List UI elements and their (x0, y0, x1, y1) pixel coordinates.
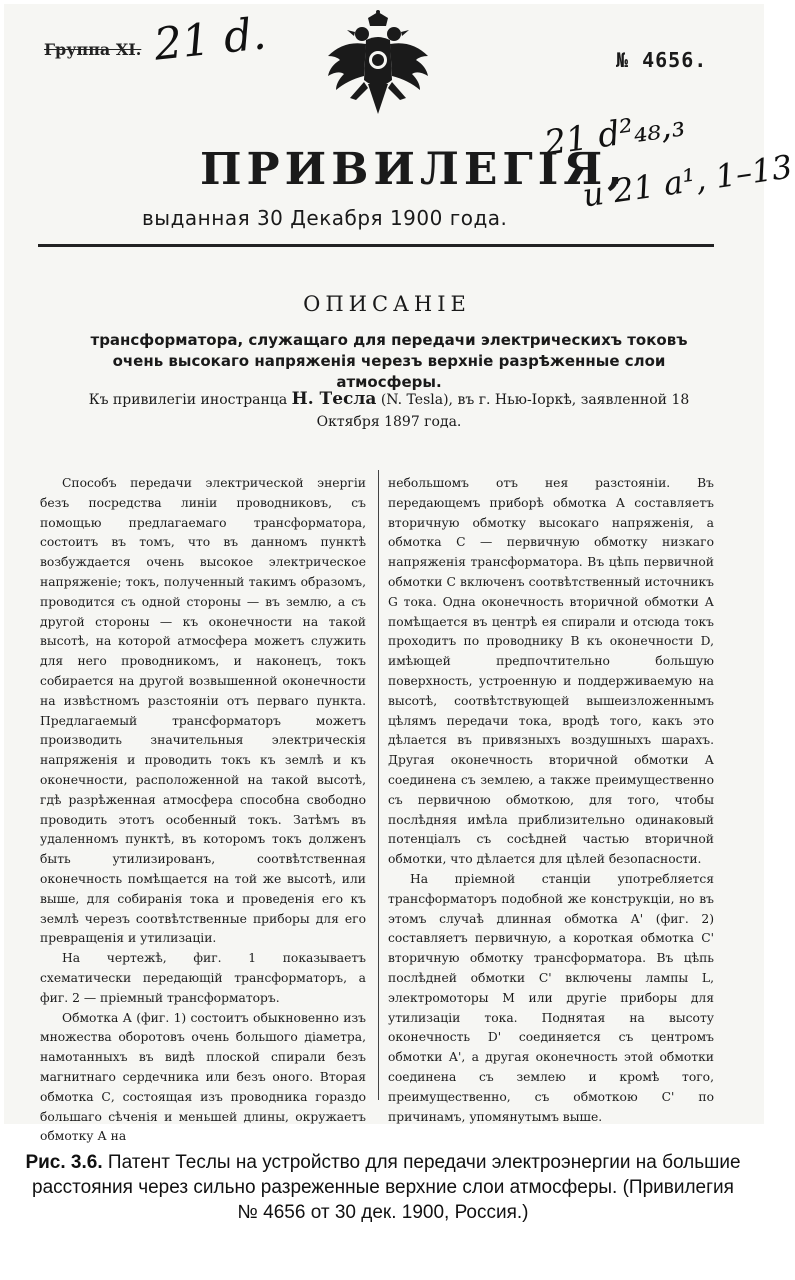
patent-subject: трансформатора, служащаго для передачи электрическихъ токовъ очень высокаго напряженія черезъ верхніе разрѣженные слои атмосферы. (90, 331, 688, 391)
handwritten-class-note: 21 d. (151, 8, 269, 71)
group-label: Группа XI. (44, 40, 142, 59)
handwritten-note: и 21 a¹, 1–13 (580, 147, 795, 215)
issue-date: выданная 30 Декабря 1900 года. (142, 206, 508, 230)
figure-caption (20, 1150, 746, 1225)
grantee-prefix: Къ привилегіи иностранца (88, 392, 288, 408)
section-heading: ОПИСАНІЕ (303, 292, 471, 316)
patent-number: № 4656. (616, 48, 708, 72)
body-column-right (388, 474, 714, 1127)
paragraph: Обмотка А (фиг. 1) состоитъ обыкновенно изъ множества оборотовъ очень большого діаметра, намотанныхъ въ видѣ плоской спирали безъ магнитнаго сердечника или безъ оного. Вторая обмотка С, состоящая изъ проводника гораздо большаго сѣченія и меньшей длины, окружаетъ обмотку А на (40, 1010, 366, 1144)
paragraph: Способъ передачи электрической энергіи безъ посредства линіи проводниковъ, съ помощью предлагаемаго трансформатора, состоитъ въ томъ, что въ данномъ пунктѣ возбуждается очень высокое электрическое напряженіе; токъ, полученный такимъ образомъ, проводится съ одной стороны — въ землю, а съ другой стороны — къ оконечности на такой высотѣ, на которой атмосфера можетъ служить для него проводникомъ, и наконецъ, токъ собирается на другой возвышенной оконечности на извѣстномъ разстояніи отъ перваго пункта. Предлагаемый трансформаторъ можетъ производить значительныя электрическія напряженія и проводить токъ къ землѣ и къ оконечности, расположенной на такой высотѣ, гдѣ разрѣженная атмосфера способна свободно проводить этотъ особенный токъ. Затѣмъ въ удаленномъ пунктѣ, въ которомъ токъ долженъ быть утилизированъ, соотвѣтственная оконечность помѣщается на той же высотѣ, или выше, для собиранія тока и проведенія его къ землѣ черезъ соотвѣтственные приборы для его превращенія и утилизаціи. (40, 476, 366, 946)
grantee-details: (N. Tesla), въ г. Нью-Іоркѣ, заявленной 18 Октября 1897 года. (316, 392, 690, 430)
caption-label: Рис. 3.6. (25, 1152, 103, 1173)
grantee-line (64, 388, 714, 433)
title-divider (38, 244, 714, 247)
column-divider (378, 470, 379, 1100)
document-title: ПРИВИЛЕГІЯ, (200, 144, 628, 195)
caption-text: Патент Теслы на устройство для передачи электроэнергии на большие расстояния через сильно разреженные верхние слои атмосферы. (Привилегия № 4656 от 30 дек. 1900, Россия.) (32, 1152, 741, 1223)
paragraph: небольшомъ отъ нея разстояніи. Въ передающемъ приборѣ обмотка А составляетъ вторичную обмотку высокаго напряженія, а обмотка С — первичную обмотку низкаго напряженія трансформатора. Въ цѣпь первичной обмотки С включенъ соотвѣтственный источникъ G тока. Одна оконечность вторичной обмотки А помѣщается въ центрѣ ея спирали и отсюда токъ проходитъ по проводнику В къ оконечности D, имѣющей предпочтительно большую поверхность, устроенную и поддерживаемую на высотѣ, соотвѣтствующей вышеизложеннымъ цѣлямъ передачи тока, вродѣ того, какъ это дѣлается въ привязныхъ воздушныхъ шарахъ. Другая оконечность вторичной обмотки А соединена съ землею, а также преимущественно съ первичною обмоткою, для того, чтобы послѣдняя имѣла приблизительно одинаковый потенціалъ съ сосѣдней частью вторичной обмотки, что дѣлается для цѣлей безопасности. (388, 476, 714, 867)
grantee-name: Н. Тесла (291, 389, 377, 409)
double-headed-eagle-icon (322, 10, 434, 122)
paragraph: На пріемной станціи употребляется трансформаторъ подобной же конструкціи, но въ этомъ случаѣ длинная обмотка А' (фиг. 2) составляетъ первичную, а короткая обмотка С' вторичную обмотку трансформатора. Въ цѣпь послѣдней обмотки С' включены лампы L, электромоторы М или другіе приборы для утилизаціи тока. Поднятая на высоту оконечность D' соединяется съ центромъ обмотки А', а другая оконечность этой обмотки соединена съ землею и кромѣ того, преимущественно, съ обмоткою С' по причинамъ, упомянутымъ выше. (388, 871, 714, 1124)
handwritten-note: 21 d²₄₈,₃ (541, 104, 688, 164)
body-column-left (40, 474, 366, 1147)
paragraph: На чертежѣ, фиг. 1 показываетъ схематически передающій трансформаторъ, а фиг. 2 — пріемный трансформаторъ. (40, 951, 366, 1005)
scanned-patent-document (4, 4, 795, 1144)
